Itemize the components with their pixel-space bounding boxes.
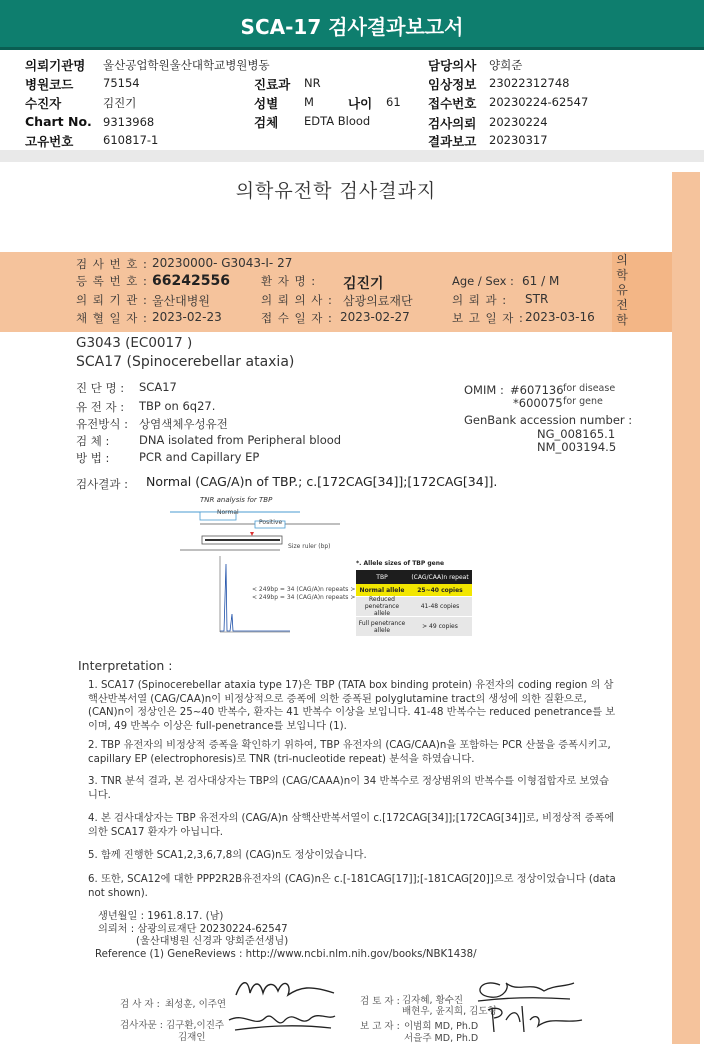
interp-paragraph: 2. TBP 유전자의 비정상적 증폭을 확인하기 위하여, TBP 유전자의 (CAG/CAA)n을 포함하는 PCR 산물을 증폭시키고, capillary EP (electrophoresis)로 TNR (tri-nucleotide repeat) 분석을 하였습니다. xyxy=(88,740,611,765)
reviewer-names: 배현우, 윤지희, 김도형 xyxy=(402,1006,497,1017)
omim-disease-note: for disease xyxy=(563,383,616,394)
reporter-name: 이범희 MD, Ph.D xyxy=(404,1021,479,1032)
band-institution-label: 의 뢰 기 관 : xyxy=(76,293,148,307)
table-row xyxy=(356,596,472,616)
reporter-signature xyxy=(478,1002,588,1038)
request-date-label: 검사의뢰 xyxy=(428,116,477,131)
doctor-value: 양희준 xyxy=(489,58,523,72)
receipt-no-value: 20230224-62547 xyxy=(489,95,589,109)
figure-title: TNR analysis for TBP xyxy=(200,496,273,504)
divider-band xyxy=(0,150,704,162)
receipt-date-label: 접 수 일 자 : xyxy=(261,311,333,325)
band-report-date-value: 2023-03-16 xyxy=(525,310,595,324)
detail-label: 유 전 자 : xyxy=(76,400,125,414)
table-cell: Normal allele xyxy=(359,586,405,594)
dept-label: 진료과 xyxy=(254,77,291,92)
table-cell: Full penetrance allele xyxy=(358,619,406,634)
chart-no-label: Chart No. xyxy=(25,114,92,129)
reference-line: Reference (1) GeneReviews : http://www.ncbi.nlm.nih.gov/books/NBK1438/ xyxy=(95,949,477,960)
test-code: G3043 (EC0017 ) xyxy=(76,335,193,351)
requester-line: 의뢰처 : 삼광의료재단 20230224-62547 xyxy=(98,924,288,935)
report-title: SCA-17 검사결과보고서 xyxy=(240,15,464,39)
detail-label: 방 법 : xyxy=(76,451,110,465)
ruler-label: Size ruler (bp) xyxy=(288,543,331,550)
receipt-no-label: 접수번호 xyxy=(428,96,477,111)
reviewer-names: 김자혜, 황수진 xyxy=(402,995,464,1006)
consult-names: 김구환,이진주 xyxy=(166,1020,225,1031)
peak-note: < 249bp = 34 (CAG/A)n repeats > xyxy=(252,594,356,601)
band-requester-label: 의 뢰 과 : xyxy=(452,293,508,307)
report-title-bar xyxy=(0,0,704,50)
table-cell: > 49 copies xyxy=(422,623,458,630)
allele-table-head xyxy=(356,570,472,584)
positive-box-label: Positive xyxy=(259,519,283,526)
genbank-id: NG_008165.1 xyxy=(537,427,616,441)
report-date-label: 결과보고 xyxy=(428,134,477,149)
side-char: 전 xyxy=(616,298,628,312)
birth-line: 생년월일 : 1961.8.17. (남) xyxy=(98,911,224,922)
tnr-figure xyxy=(160,494,480,644)
test-no-value: 20230000- G3043-I- 27 xyxy=(152,256,293,270)
patient-label: 수진자 xyxy=(25,96,62,111)
unique-no-value: 610817-1 xyxy=(103,133,159,147)
side-char: 학 xyxy=(616,268,628,282)
genbank-id: NM_003194.5 xyxy=(537,440,617,454)
omim-disease: #607136 xyxy=(510,383,564,397)
table-row xyxy=(356,616,472,636)
band-institution-value: 울산대병원 xyxy=(152,294,210,308)
consult-signature xyxy=(225,1006,340,1036)
interp-paragraph: 3. TNR 분석 결과, 본 검사대상자는 TBP의 (CAG/CAAA)n이 34 반복수로 정상범위의 반복수를 이형접합자로 보였습니다. xyxy=(88,776,609,801)
requester-line: (울산대병원 신경과 양희준선생님) xyxy=(136,936,289,947)
doctor-label: 담당의사 xyxy=(428,58,477,73)
sex-label: 성별 xyxy=(254,96,279,111)
age-sex-label: Age / Sex : xyxy=(452,274,514,288)
detail-value: DNA isolated from Peripheral blood xyxy=(139,433,342,447)
table-head-cell: TBP xyxy=(376,573,388,581)
detail-value: SCA17 xyxy=(139,380,177,394)
reg-no-value: 66242556 xyxy=(152,273,230,289)
reporter-name: 서을주 MD, Ph.D xyxy=(404,1033,479,1044)
genbank-label: GenBank accession number : xyxy=(464,413,633,427)
consult-label: 검사자문 : xyxy=(120,1020,163,1031)
band-report-date-label: 보 고 일 자 : xyxy=(452,311,524,325)
omim-gene-note: for gene xyxy=(563,396,603,407)
interp-paragraph: 6. 또한, SCA12에 대한 PPP2R2B유전자의 (CAG)n은 c.[-181CAG[17]];[-181CAG[20]]으로 정상이었습니다 (data not shown). xyxy=(88,874,616,899)
consult-names: 김재인 xyxy=(178,1032,206,1043)
result-label: 검사결과 : xyxy=(76,477,128,491)
detail-value: 상염색체우성유전 xyxy=(139,417,228,431)
tester-label: 검 사 자 : xyxy=(120,999,160,1010)
tester-names: 최성훈, 이주연 xyxy=(165,999,227,1010)
interp-paragraph: 4. 본 검사대상자는 TBP 유전자의 (CAG/A)n 삼핵산반복서열이 c.[172CAG[34]];[172CAG[34]]로, 비정상적 증폭에 의한 SCA17 환자가 아닙니다. xyxy=(88,813,615,838)
clinical-label: 임상정보 xyxy=(428,77,477,92)
result-value: Normal (CAG/A)n of TBP.; c.[172CAG[34]];[172CAG[34]]. xyxy=(146,474,498,489)
test-name: SCA17 (Spinocerebellar ataxia) xyxy=(76,354,295,370)
clinical-value: 23022312748 xyxy=(489,76,570,90)
interpretation-title: Interpretation : xyxy=(78,658,173,673)
detail-label: 진 단 명 : xyxy=(76,381,125,395)
side-char: 학 xyxy=(616,313,628,327)
detail-label: 유전방식 : xyxy=(76,417,128,431)
specimen-value: EDTA Blood xyxy=(304,114,371,128)
detail-value: PCR and Capillary EP xyxy=(139,450,260,464)
table-cell: Reduced penetrance allele xyxy=(364,596,400,617)
sample-date-value: 2023-02-23 xyxy=(152,310,222,324)
specimen-label: 검체 xyxy=(254,115,279,130)
orange-side-strip xyxy=(672,172,700,1044)
reviewer-label: 검 토 자 : xyxy=(360,996,400,1007)
table-cell: 41-48 copies xyxy=(420,603,460,610)
institution-value: 울산공업학원울산대학교병원병동 xyxy=(103,58,270,72)
dept-value: NR xyxy=(304,76,321,90)
age-sex-value: 61 / M xyxy=(522,274,560,288)
band-requester-value: STR xyxy=(525,292,549,306)
band-doctor-label: 의 뢰 의 사 : xyxy=(261,293,333,307)
reviewer-signature xyxy=(470,975,580,1005)
reg-no-label: 등 록 번 호 : xyxy=(76,274,148,288)
band-patient-label: 환 자 명 : xyxy=(261,274,317,288)
hospital-code-label: 병원코드 xyxy=(25,77,74,92)
sample-date-label: 채 혈 일 자 : xyxy=(76,311,148,325)
report-heading: 의학유전학 검사결과지 xyxy=(235,180,437,202)
institution-label: 의뢰기관명 xyxy=(25,58,86,73)
band-doctor-value: 삼광의료재단 xyxy=(343,294,413,308)
table-row xyxy=(356,584,472,596)
interp-paragraph: 5. 함께 진행한 SCA1,2,3,6,7,8의 (CAG)n도 정상이었습니다. xyxy=(88,850,367,861)
omim-gene: *600075 xyxy=(513,396,563,410)
receipt-date-value: 2023-02-27 xyxy=(340,310,410,324)
normal-box-label: Normal xyxy=(217,509,239,516)
age-label: 나이 xyxy=(348,96,373,111)
report-date-value: 20230317 xyxy=(489,133,548,147)
allele-table-title: *. Allele sizes of TBP gene xyxy=(356,560,445,567)
age-value: 61 xyxy=(386,95,401,109)
detail-value: TBP on 6q27. xyxy=(139,399,216,413)
request-date-value: 20230224 xyxy=(489,115,548,129)
reporter-label: 보 고 자 : xyxy=(360,1021,400,1032)
side-char: 의 xyxy=(616,253,628,267)
test-no-label: 검 사 번 호 : xyxy=(76,257,148,271)
vertical-side-label xyxy=(612,253,632,328)
hospital-code-value: 75154 xyxy=(103,76,140,90)
sex-value: M xyxy=(304,95,314,109)
table-cell: 25~40 copies xyxy=(417,586,463,594)
peak-note: < 249bp = 34 (CAG/A)n repeats > xyxy=(252,586,356,593)
patient-value: 김진기 xyxy=(103,96,137,110)
side-char: 유 xyxy=(616,283,628,297)
tester-signature xyxy=(230,975,340,1003)
table-head-cell: (CAG/CAA)n repeat xyxy=(411,573,469,581)
unique-no-label: 고유번호 xyxy=(25,134,74,149)
chart-no-value: 9313968 xyxy=(103,115,155,129)
detail-label: 검 체 : xyxy=(76,434,110,448)
interp-paragraph: 1. SCA17 (Spinocerebellar ataxia type 17)은 TBP (TATA box binding protein) 유전자의 coding region 의 삼핵산반복서열 (CAG/CAA)n이 비정상적으로 증폭에 의한 증폭된 polyglutamine tract의 생성에 의한 질환으로, (CAN)n이 정상인은 25~40 반복수, 환자는 41 반복수 이상을 보입니다. 41-48 반복수는 reduced penetrance를 보이며, 49 반복수 이상은 full-penetrance를 보입니다 (1). xyxy=(88,680,616,732)
omim-label: OMIM : xyxy=(464,383,504,397)
allele-table xyxy=(356,570,472,636)
band-patient-value: 김진기 xyxy=(343,276,384,292)
